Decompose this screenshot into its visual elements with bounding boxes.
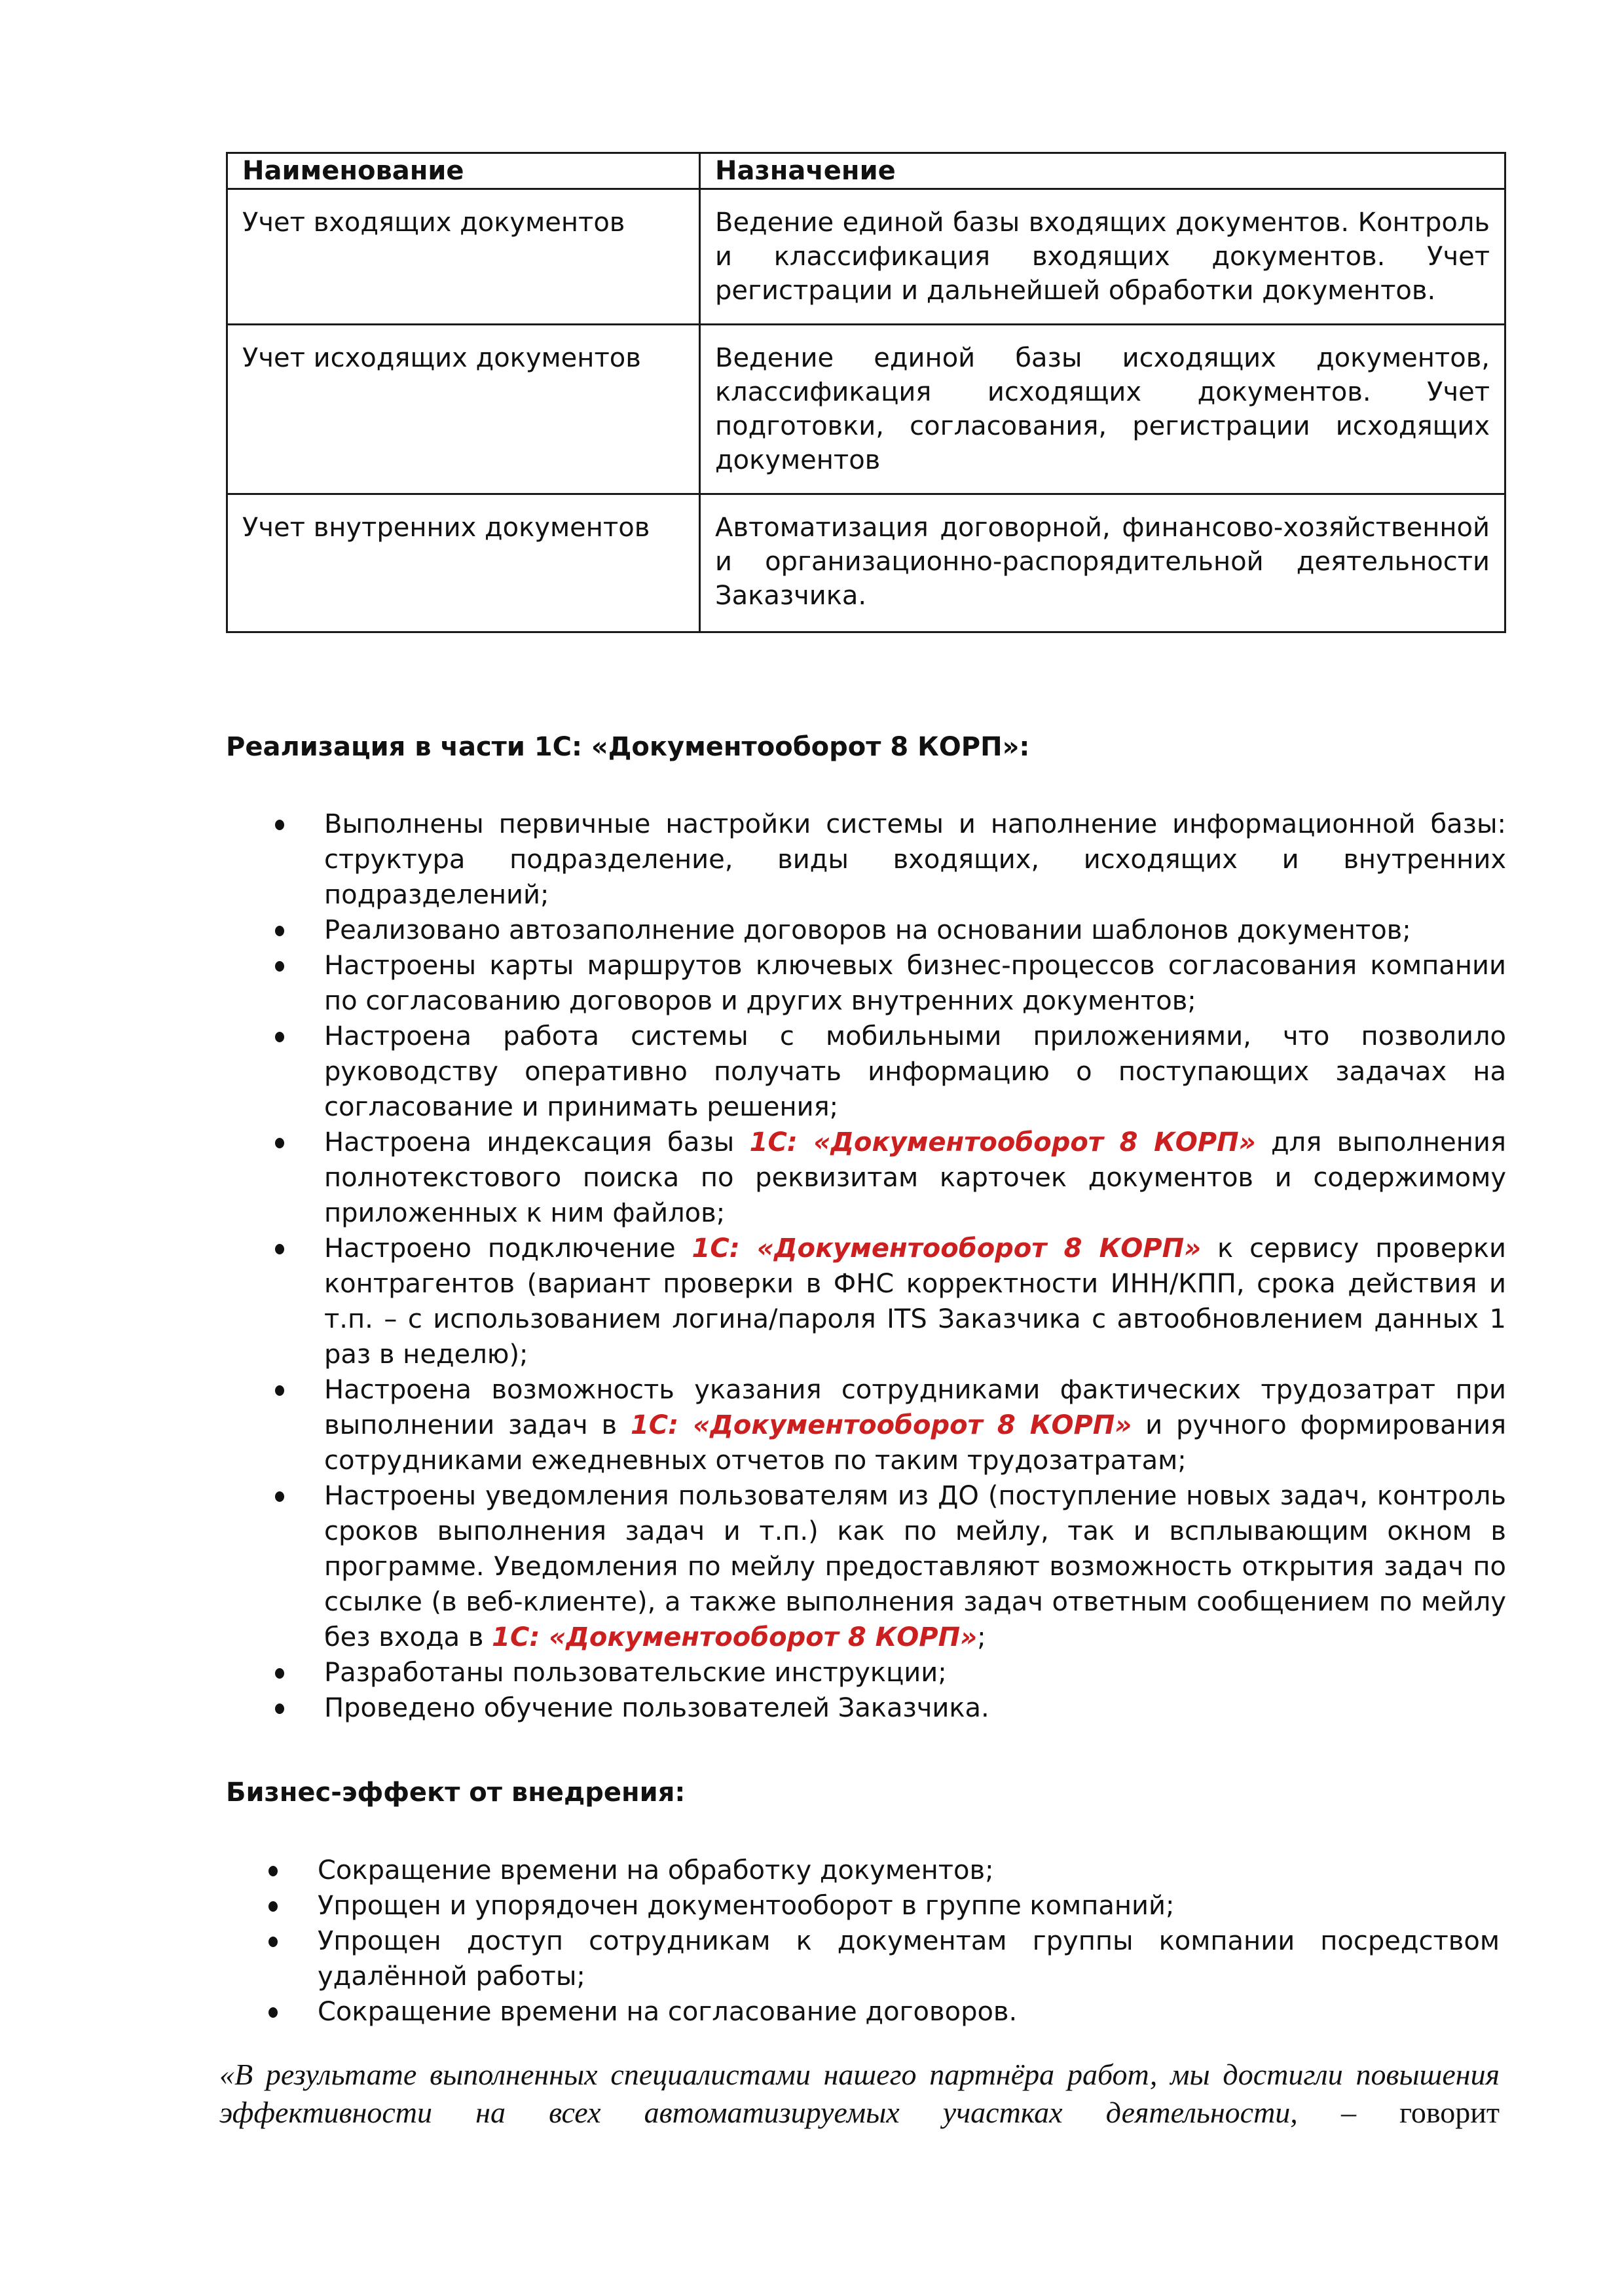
bullet-icon: [268, 1866, 278, 1876]
list-item: Настроена работа системы с мобильными приложениями, что позволило руководству оперативно получать информацию о поступающих задачах на согласование и принимать решения;: [275, 1019, 1506, 1125]
product-name-highlight: 1С: «Документооборот 8 КОРП»: [692, 1233, 1202, 1264]
row-name: Учет исходящих документов: [227, 325, 700, 494]
header-name: Наименование: [227, 153, 700, 189]
row-purpose: Ведение единой базы входящих документов. Контроль и классификация входящих документов. Учет регистрации и дальнейшей обработки документов.: [700, 189, 1505, 325]
list-item: Разработаны пользовательские инструкции;: [275, 1655, 1506, 1690]
row-purpose: Ведение единой базы исходящих документов, классификация исходящих документов. Учет подготовки, согласования, регистрации исходящих документов: [700, 325, 1505, 494]
list-item: Упрощен и упорядочен документооборот в группе компаний;: [268, 1888, 1500, 1923]
bullet-icon: [275, 1668, 284, 1679]
list-item: Настроено подключение 1С: «Документооборот 8 КОРП» к сервису проверки контрагентов (вариант проверки в ФНС корректности ИНН/КПП, срока действия и т.п. – с использованием логина/пароля ITS Заказчика с автообновлением данных 1 раз в неделю);: [275, 1231, 1506, 1372]
row-purpose: Автоматизация договорной, финансово-хозяйственной и организационно-распорядительной деятельности Заказчика.: [700, 494, 1505, 632]
table-row: [227, 494, 1505, 632]
list-item: Настроена возможность указания сотрудниками фактических трудозатрат при выполнении задач в 1С: «Документооборот 8 КОРП» и ручного формирования сотрудниками ежедневных отчетов по таким трудозатратам;: [275, 1372, 1506, 1478]
list-item: Реализовано автозаполнение договоров на основании шаблонов документов;: [275, 913, 1506, 948]
table-row: [227, 325, 1505, 494]
bullet-icon: [275, 1385, 284, 1396]
bullet-icon: [275, 1138, 284, 1148]
bullet-icon: [268, 2007, 278, 2018]
product-name-highlight: 1С: «Документооборот 8 КОРП»: [749, 1127, 1256, 1157]
row-name: Учет внутренних документов: [227, 494, 700, 632]
bullet-icon: [275, 1244, 284, 1254]
business-effect-list: [268, 1853, 1500, 2030]
bullet-icon: [275, 1032, 284, 1042]
product-name-highlight: 1С: «Документооборот 8 КОРП»: [492, 1622, 978, 1652]
list-item: Сокращение времени на согласование договоров.: [268, 1994, 1500, 2030]
list-item: Упрощен доступ сотрудникам к документам группы компании посредством удалённой работы;: [268, 1923, 1500, 1994]
table-row: [227, 189, 1505, 325]
bullet-icon: [275, 1704, 284, 1714]
business-effect-heading: Бизнес-эффект от внедрения:: [226, 1777, 686, 1808]
list-item: Настроена индексация базы 1С: «Документооборот 8 КОРП» для выполнения полнотекстового поиска по реквизитам карточек документов и содержимому приложенных к ним файлов;: [275, 1125, 1506, 1231]
product-name-highlight: 1С: «Документооборот 8 КОРП»: [630, 1410, 1132, 1440]
list-item: Настроены уведомления пользователям из ДО (поступление новых задач, контроль сроков выполнения задач и т.п.) как по мейлу, так и всплывающим окном в программе. Уведомления по мейлу предоставляют возможность открытия задач по ссылке (в веб-клиенте), а также выполнения задач ответным сообщением по мейлу без входа в 1С: «Документооборот 8 КОРП»;: [275, 1478, 1506, 1655]
document-types-table: [226, 152, 1506, 633]
bullet-icon: [275, 1491, 284, 1502]
row-name: Учет входящих документов: [227, 189, 700, 325]
list-item: Проведено обучение пользователей Заказчика.: [275, 1690, 1506, 1726]
bullet-icon: [275, 926, 284, 936]
implementation-list: [275, 807, 1506, 1726]
list-item: Выполнены первичные настройки системы и наполнение информационной базы: структура подразделение, виды входящих, исходящих и внутренних подразделений;: [275, 807, 1506, 913]
list-item: Настроены карты маршрутов ключевых бизнес-процессов согласования компании по согласованию договоров и других внутренних документов;: [275, 948, 1506, 1019]
list-item: Сокращение времени на обработку документов;: [268, 1853, 1500, 1888]
bullet-icon: [268, 1901, 278, 1912]
bullet-icon: [275, 961, 284, 972]
customer-quote: «В результате выполненных специалистами нашего партнёра работ, мы достигли повышения эффективности на всех автоматизируемых участках деятельности, – говорит: [219, 2058, 1500, 2129]
bullet-icon: [275, 820, 284, 830]
header-purpose: Назначение: [700, 153, 1505, 189]
implementation-heading: Реализация в части 1С: «Документооборот 8 КОРП»:: [226, 732, 1030, 762]
bullet-icon: [268, 1937, 278, 1947]
table-header-row: [227, 153, 1505, 189]
